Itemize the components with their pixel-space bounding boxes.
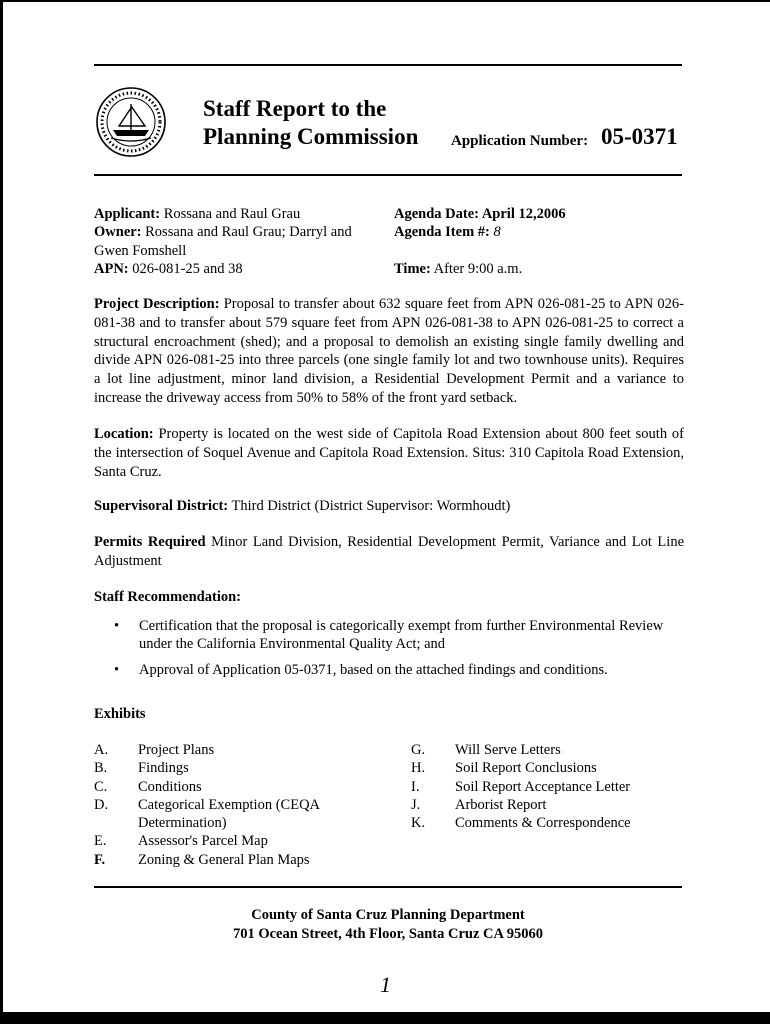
- report-title-line2: Planning Commission: [203, 124, 419, 149]
- exhibit-item: [94, 832, 348, 850]
- applicant-value: Rossana and Raul Grau: [163, 206, 301, 222]
- exhibit-text: Assessor's Parcel Map: [138, 833, 268, 850]
- time-value: After 9:00 a.m.: [433, 260, 523, 277]
- exhibit-letter: A.: [94, 742, 109, 758]
- exhibit-letter: G.: [411, 742, 426, 758]
- exhibit-item: [411, 759, 665, 777]
- exhibit-text: Conditions: [138, 778, 202, 795]
- permits-text: Minor Land Division, Residential Development Permit, Variance and Lot Line Adjustment: [94, 534, 685, 569]
- applicant-block: [94, 205, 384, 278]
- location-label: Location:: [94, 426, 154, 442]
- application-number: 05-0371: [601, 124, 678, 149]
- page-border-bottom: [0, 1012, 770, 1024]
- exhibit-text: Categorical Exemption (CEQA Determination): [138, 796, 320, 832]
- agenda-item-label: Agenda Item #:: [394, 224, 490, 241]
- page-number: 1: [380, 972, 391, 997]
- exhibit-item: [94, 741, 348, 759]
- exhibit-text: Project Plans: [138, 742, 215, 758]
- exhibit-text: Findings: [138, 760, 189, 777]
- project-description-label: Project Description:: [94, 296, 220, 312]
- footer-department: County of Santa Cruz Planning Department: [251, 907, 525, 923]
- exhibit-item: [94, 796, 348, 833]
- time-label: Time:: [394, 260, 431, 277]
- apn-value: 026-081-25 and 38: [132, 260, 243, 277]
- exhibit-item: [94, 851, 348, 869]
- page-border-top: [0, 0, 770, 2]
- exhibit-text: Soil Report Acceptance Letter: [455, 778, 631, 795]
- exhibit-item: [411, 778, 665, 796]
- agenda-date-value: April 12,2006: [481, 206, 566, 222]
- agenda-item-value: 8: [493, 224, 501, 241]
- header-top-rule: [94, 64, 682, 66]
- project-description-text: Proposal to transfer about 632 square feet from APN 026-081-25 to APN 026-081-38 and to transfer about 579 square feet from APN 026-081-38 to APN 026-081-25 to correct a structural encroachment (shed); and a proposal to demolish an existing single family dwelling and divide APN 026-081-25 into three parcels (one single family lot and two townhouse units). Requires a lot line adjustment, minor land division, a Residential Development Permit and a variance to increase the driveway access from 50% to 58% of the front yard setback.: [94, 296, 685, 406]
- footer-address: 701 Ocean Street, 4th Floor, Santa Cruz CA 95060: [232, 926, 544, 942]
- exhibit-item: [411, 796, 665, 814]
- report-title: [203, 95, 418, 151]
- footer-rule: [94, 886, 682, 888]
- exhibits-right-list: [411, 741, 665, 832]
- recommendation-item: • Certification that the proposal is categorically exempt from further Environmental Review under the California Environmental Quality Act; and: [114, 617, 684, 654]
- agenda-date-label: Agenda Date:: [394, 206, 479, 222]
- exhibits-left-list: [94, 741, 348, 869]
- exhibit-letter: B.: [94, 760, 108, 777]
- exhibits-heading: Exhibits: [94, 706, 146, 722]
- exhibit-item: [411, 741, 665, 759]
- page-border-left: [0, 0, 3, 1024]
- exhibit-text: Comments & Correspondence: [455, 815, 631, 832]
- staff-recommendation-heading: Staff Recommendation:: [94, 589, 241, 605]
- report-title-line1: Staff Report to the: [203, 96, 387, 121]
- exhibit-letter: E.: [94, 833, 107, 850]
- county-seal-icon: [95, 86, 167, 158]
- owner-label: Owner:: [94, 224, 142, 241]
- exhibit-letter: H.: [411, 760, 426, 777]
- permits-required: [94, 533, 684, 571]
- exhibit-letter: K.: [411, 815, 426, 832]
- application-number-label: Application Number:: [451, 133, 589, 149]
- exhibit-text: Zoning & General Plan Maps: [138, 851, 310, 868]
- exhibit-letter: I.: [411, 778, 420, 795]
- exhibit-text: Arborist Report: [455, 796, 547, 813]
- exhibit-item: [411, 814, 665, 832]
- project-description: [94, 295, 684, 408]
- supervisorial-district: [94, 497, 684, 516]
- agenda-block: [394, 205, 684, 278]
- owner-value: Rossana and Raul Grau; Darryl and: [145, 224, 352, 241]
- header-bottom-rule: [94, 174, 682, 176]
- owner-value-line2: Gwen Fomshell: [94, 242, 187, 259]
- supervisorial-text: Third District (District Supervisor: Wormhoudt): [231, 498, 511, 514]
- exhibit-letter: C.: [94, 778, 108, 795]
- exhibit-letter: D.: [94, 796, 109, 813]
- exhibit-item: [94, 759, 348, 777]
- recommendation-list: [114, 617, 684, 679]
- permits-label: Permits Required: [94, 534, 206, 550]
- exhibit-letter: J.: [411, 796, 421, 813]
- apn-label: APN:: [94, 260, 129, 277]
- location-text: Property is located on the west side of Capitola Road Extension about 800 feet south of the intersection of Soquel Avenue and Capitola Road Extension. Situs: 310 Capitola Road Extension, Santa Cruz.: [94, 426, 685, 480]
- exhibit-text: Will Serve Letters: [455, 742, 561, 758]
- applicant-label: Applicant:: [94, 206, 161, 222]
- supervisorial-label: Supervisoral District:: [94, 498, 229, 514]
- exhibit-text: Soil Report Conclusions: [455, 760, 597, 777]
- recommendation-item: • Approval of Application 05-0371, based on the attached findings and conditions.: [114, 661, 684, 679]
- location: [94, 425, 684, 481]
- exhibit-letter: F.: [94, 851, 106, 868]
- exhibit-item: [94, 778, 348, 796]
